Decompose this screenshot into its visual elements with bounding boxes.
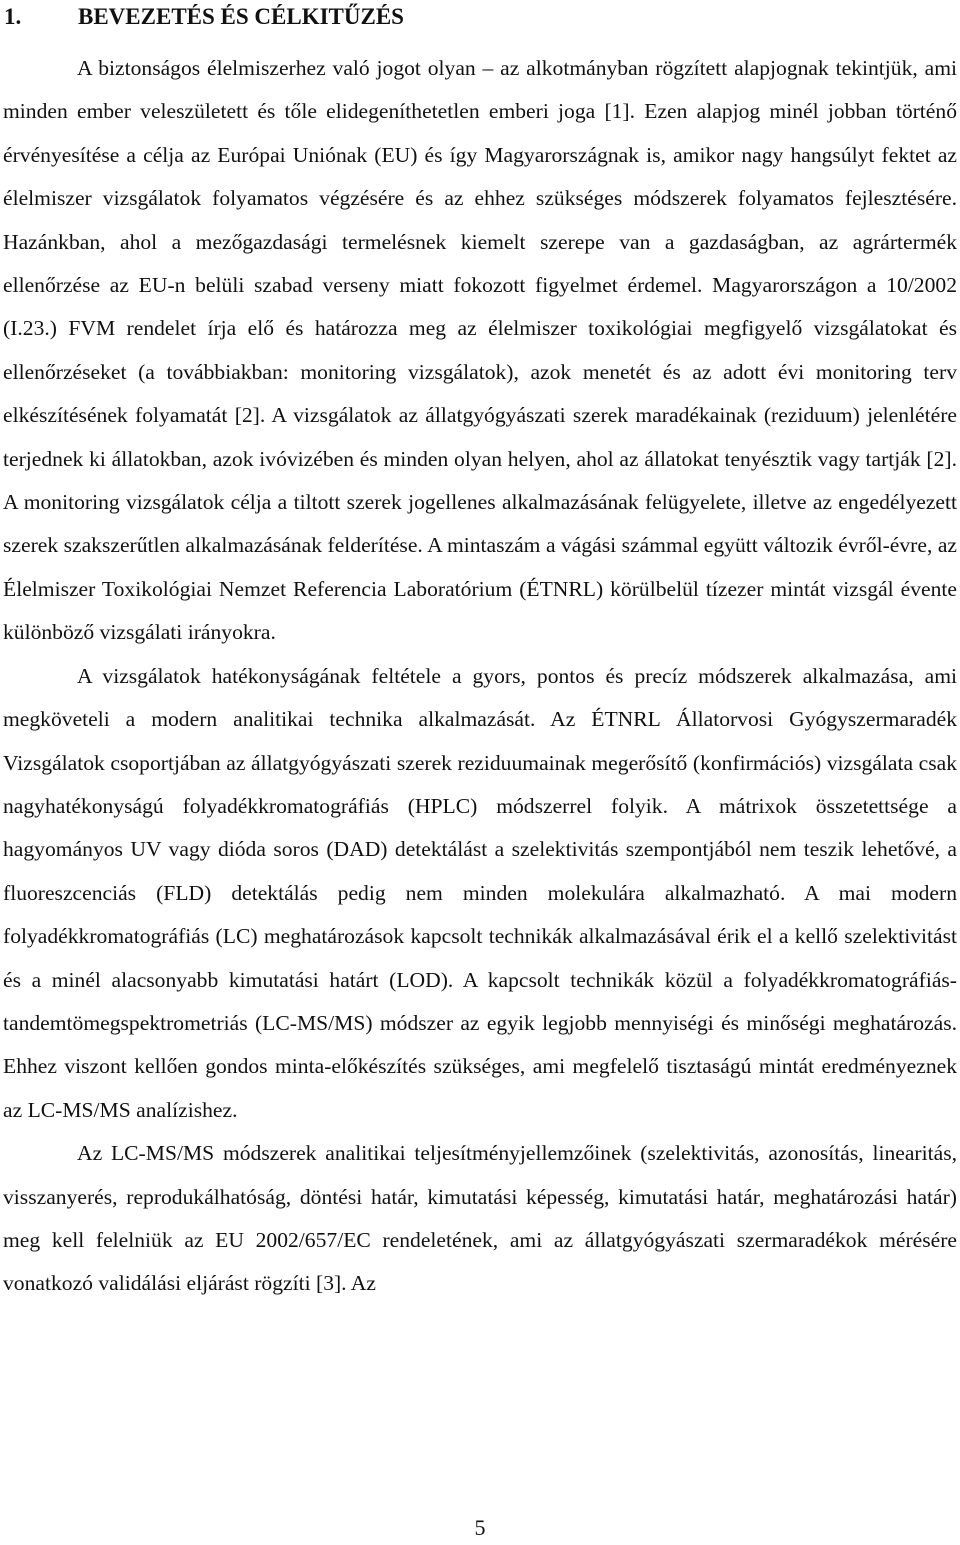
section-heading	[4, 4, 404, 30]
paragraph-2: A vizsgálatok hatékonyságának feltétele a gyors, pontos és precíz módszerek alkalmazása, ami megköveteli a modern analitikai technika alkalmazását. Az ÉTNRL Állatorvosi Gyógyszermaradék Vizsgálatok csoportjában az állatgyógyászati szerek reziduumainak megerősítő (konfirmációs) vizsgálata csak nagyhatékonyságú folyadékkromatográfiás (HPLC) módszerrel folyik. A mátrixok összetettsége a hagyományos UV vagy dióda soros (DAD) detektálást a szelektivitás szempontjából nem teszik lehetővé, a fluoreszcenciás (FLD) detektálás pedig nem minden molekulára alkalmazható. A mai modern folyadékkromatográfiás (LC) meghatározások kapcsolt technikák alkalmazásával érik el a kellő szelektivitást és a minél alacsonyabb kimutatási határt (LOD). A kapcsolt technikák közül a folyadékkromatográfiás-tandemtömegspektrometriás (LC-MS/MS) módszer az egyik legjobb mennyiségi és minőségi meghatározás. Ehhez viszont kellően gondos minta-előkészítés szükséges, ami megfelelő tisztaságú mintát eredményeznek az LC-MS/MS analízishez.	[3, 663, 957, 1122]
page-number: 5	[474, 1515, 486, 1540]
section-number: 1.	[4, 4, 22, 29]
section-title: BEVEZETÉS ÉS CÉLKITŰZÉS	[78, 4, 404, 29]
body-text	[3, 47, 957, 1306]
paragraph-1: A biztonságos élelmiszerhez való jogot olyan – az alkotmányban rögzített alapjognak tekintjük, ami minden ember veleszületett és tőle elidegeníthetetlen emberi joga [1]. Ezen alapjog minél jobban történő érvényesítése a célja az Európai Uniónak (EU) és így Magyarországnak is, amikor nagy hangsúlyt fektet az élelmiszer vizsgálatok folyamatos végzésére és az ehhez szükséges módszerek folyamatos fejlesztésére. Hazánkban, ahol a mezőgazdasági termelésnek kiemelt szerepe van a gazdaságban, az agrártermék ellenőrzése az EU-n belüli szabad verseny miatt fokozott figyelmet érdemel. Magyarországon a 10/2002 (I.23.) FVM rendelet írja elő és határozza meg az élelmiszer toxikológiai megfigyelő vizsgálatokat és ellenőrzéseket (a továbbiakban: monitoring vizsgálatok), azok menetét és az adott évi monitoring terv elkészítésének folyamatát [2]. A vizsgálatok az állatgyógyászati szerek maradékainak (reziduum) jelenlétére terjednek ki állatokban, azok ivóvizében és minden olyan helyen, ahol az állatokat tenyésztik vagy tartják [2]. A monitoring vizsgálatok célja a tiltott szerek jogellenes alkalmazásának felügyelete, illetve az engedélyezett szerek szakszerűtlen alkalmazásának felderítése. A mintaszám a vágási számmal együtt változik évről-évre, az Élelmiszer Toxikológiai Nemzet Referencia Laboratórium (ÉTNRL) körülbelül tízezer mintát vizsgál évente különböző vizsgálati irányokra.	[3, 56, 957, 645]
paragraph-3: Az LC-MS/MS módszerek analitikai teljesítményjellemzőinek (szelektivitás, azonosítás, linearitás, visszanyerés, reprodukálhatóság, döntési határ, kimutatási képesség, kimutatási határ, meghatározási határ) meg kell felelniük az EU 2002/657/EC rendeletének, ami az állatgyógyászati szermaradékok mérésére vonatkozó validálási eljárást rögzíti [3]. Az	[3, 1141, 957, 1296]
